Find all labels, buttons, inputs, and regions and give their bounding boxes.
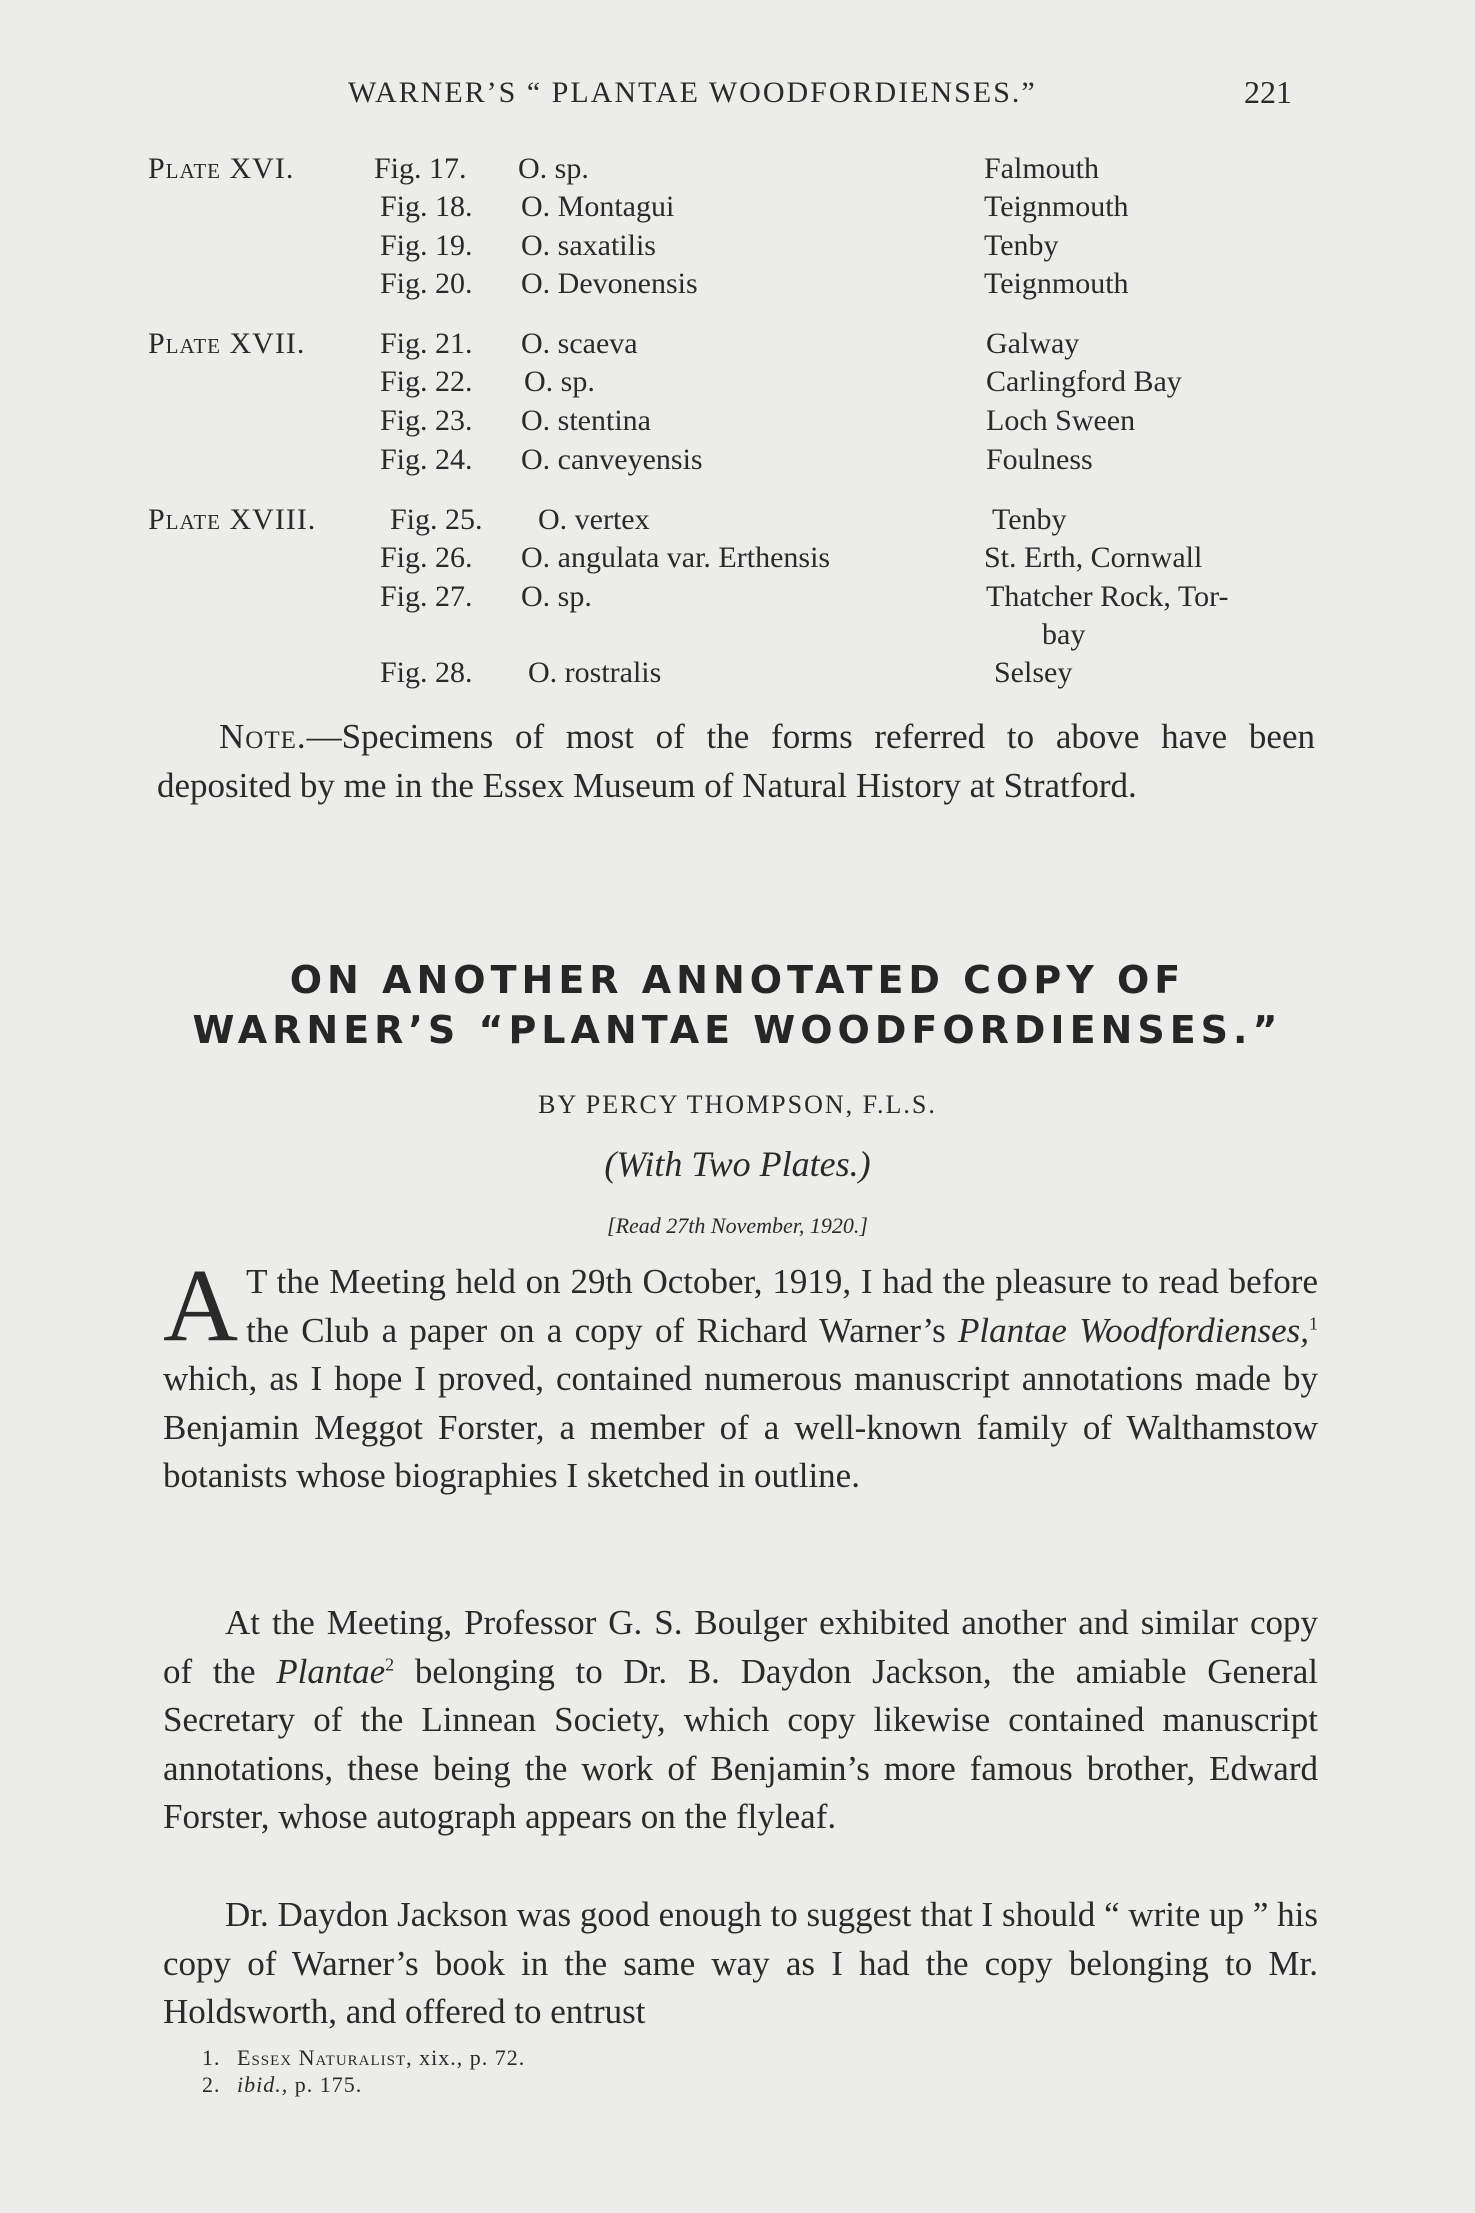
- note-label: Note.: [219, 717, 307, 756]
- figure-number: Fig. 24.: [380, 443, 473, 476]
- species-name: O. Devonensis: [521, 267, 698, 300]
- note-paragraph: [157, 712, 1315, 810]
- locality-continuation: bay: [1042, 618, 1086, 651]
- locality: St. Erth, Cornwall: [984, 541, 1203, 574]
- figure-number: Fig. 27.: [380, 580, 473, 613]
- paragraph-3: Dr. Daydon Jackson was good enough to suggest that I should “ write up ” his copy of Warner’s book in the same way as I had the copy belonging to Mr. Holdsworth, and offered to entrust: [163, 1895, 1318, 2031]
- species-name: O. sp.: [518, 152, 589, 185]
- species-name: O. sp.: [524, 365, 595, 398]
- footnote-number: 2.: [202, 2072, 221, 2097]
- read-date: [Read 27th November, 1920.]: [607, 1213, 868, 1238]
- species-name: O. rostralis: [528, 656, 662, 689]
- plate-row: [0, 503, 1475, 541]
- paragraph-1-start: T the Meeting held on 29th October, 1919, I had the pleasure to read before the Club a paper on a copy of Richard Warner’s: [246, 1262, 1318, 1350]
- page-number: 221: [1244, 74, 1292, 110]
- species-name: O. angulata var. Erthensis: [521, 541, 831, 574]
- footnote-number: 1.: [202, 2045, 221, 2070]
- footnote-reference: xix., p. 72.: [412, 2045, 526, 2070]
- figure-number: Fig. 17.: [374, 152, 467, 185]
- book-title-short: Plantae: [276, 1651, 386, 1691]
- paragraph-1-end: which, as I hope I proved, contained numerous manuscript annotations made by Benjamin Meggot Forster, a member of a well-known family of Walthamstow botanists whose biographies I sketched in outline.: [163, 1359, 1318, 1495]
- article-title-line-1: ON ANOTHER ANNOTATED COPY OF: [289, 958, 1186, 1002]
- footnote-source: Essex Naturalist,: [237, 2045, 413, 2070]
- article-title-line-2: WARNER’S “PLANTAE WOODFORDIENSES.”: [192, 1008, 1283, 1052]
- book-title: Plantae Woodfordienses,: [958, 1310, 1310, 1350]
- locality: Galway: [986, 327, 1080, 360]
- locality: Falmouth: [984, 152, 1100, 185]
- note-text: —Specimens of most of the forms referred to above have been deposited by me in the Essex Museum of Natural History at Stratford.: [157, 717, 1315, 805]
- footnote-source: ibid.,: [237, 2072, 289, 2097]
- plate-row: [0, 267, 1475, 305]
- species-name: O. sp.: [521, 580, 592, 613]
- species-name: O. vertex: [538, 503, 650, 536]
- running-title: WARNER’S “ PLANTAE WOODFORDIENSES.”: [348, 76, 1037, 109]
- species-name: O. canveyensis: [521, 443, 703, 476]
- locality: Thatcher Rock, Tor-: [986, 580, 1229, 613]
- plate-label: Plate XVIII.: [148, 503, 317, 536]
- plate-row: [0, 152, 1475, 190]
- locality: Tenby: [984, 229, 1059, 262]
- figure-number: Fig. 18.: [380, 190, 473, 223]
- plates-note: (With Two Plates.): [604, 1144, 871, 1184]
- locality: Teignmouth: [984, 190, 1129, 223]
- plate-row: [0, 580, 1475, 618]
- locality: Loch Sween: [986, 404, 1136, 437]
- plate-row: [0, 443, 1475, 481]
- figure-number: Fig. 23.: [380, 404, 473, 437]
- figure-number: Fig. 28.: [380, 656, 473, 689]
- footnote-ref-2: 2: [385, 1653, 395, 1674]
- figure-number: Fig. 26.: [380, 541, 473, 574]
- species-name: O. saxatilis: [521, 229, 656, 262]
- byline: BY PERCY THOMPSON, F.L.S.: [538, 1090, 937, 1119]
- drop-cap: A: [163, 1248, 239, 1363]
- figure-number: Fig. 20.: [380, 267, 473, 300]
- locality: Teignmouth: [984, 267, 1129, 300]
- locality: Foulness: [986, 443, 1093, 476]
- footnote-reference: p. 175.: [288, 2072, 363, 2097]
- plate-row: [0, 229, 1475, 267]
- plate-label: Plate XVI.: [148, 152, 295, 185]
- footnote-ref-1: 1: [1309, 1312, 1319, 1333]
- figure-number: Fig. 25.: [390, 503, 483, 536]
- locality: Carlingford Bay: [986, 365, 1182, 398]
- footnote-1: [202, 2045, 525, 2071]
- species-name: O. stentina: [521, 404, 651, 437]
- locality: Selsey: [994, 656, 1073, 689]
- footnote-2: [202, 2072, 362, 2098]
- paragraph-2: [163, 1599, 1318, 1842]
- plate-row: [0, 190, 1475, 228]
- figure-number: Fig. 19.: [380, 229, 473, 262]
- figure-number: Fig. 21.: [380, 327, 473, 360]
- plate-row: [0, 618, 1475, 656]
- plate-row: [0, 541, 1475, 579]
- species-name: O. scaeva: [521, 327, 638, 360]
- plate-label: Plate XVII.: [148, 327, 306, 360]
- plate-row: [0, 327, 1475, 365]
- paragraph-1: [163, 1248, 1319, 1501]
- paragraph-2-end: belonging to Dr. B. Daydon Jackson, the amiable General Secretary of the Linnean Society, which copy likewise contained manuscript annotations, these being the work of Benjamin’s more famous brother, Edward Forster, whose autograph appears on the flyleaf.: [163, 1651, 1318, 1836]
- plate-row: [0, 404, 1475, 442]
- figure-number: Fig. 22.: [380, 365, 473, 398]
- plate-row: [0, 365, 1475, 403]
- locality: Tenby: [992, 503, 1067, 536]
- species-name: O. Montagui: [521, 190, 675, 223]
- plate-row: [0, 656, 1475, 694]
- paragraph-2-start: At the Meeting, Professor G. S. Boulger exhibited another and similar copy of the: [163, 1603, 1318, 1691]
